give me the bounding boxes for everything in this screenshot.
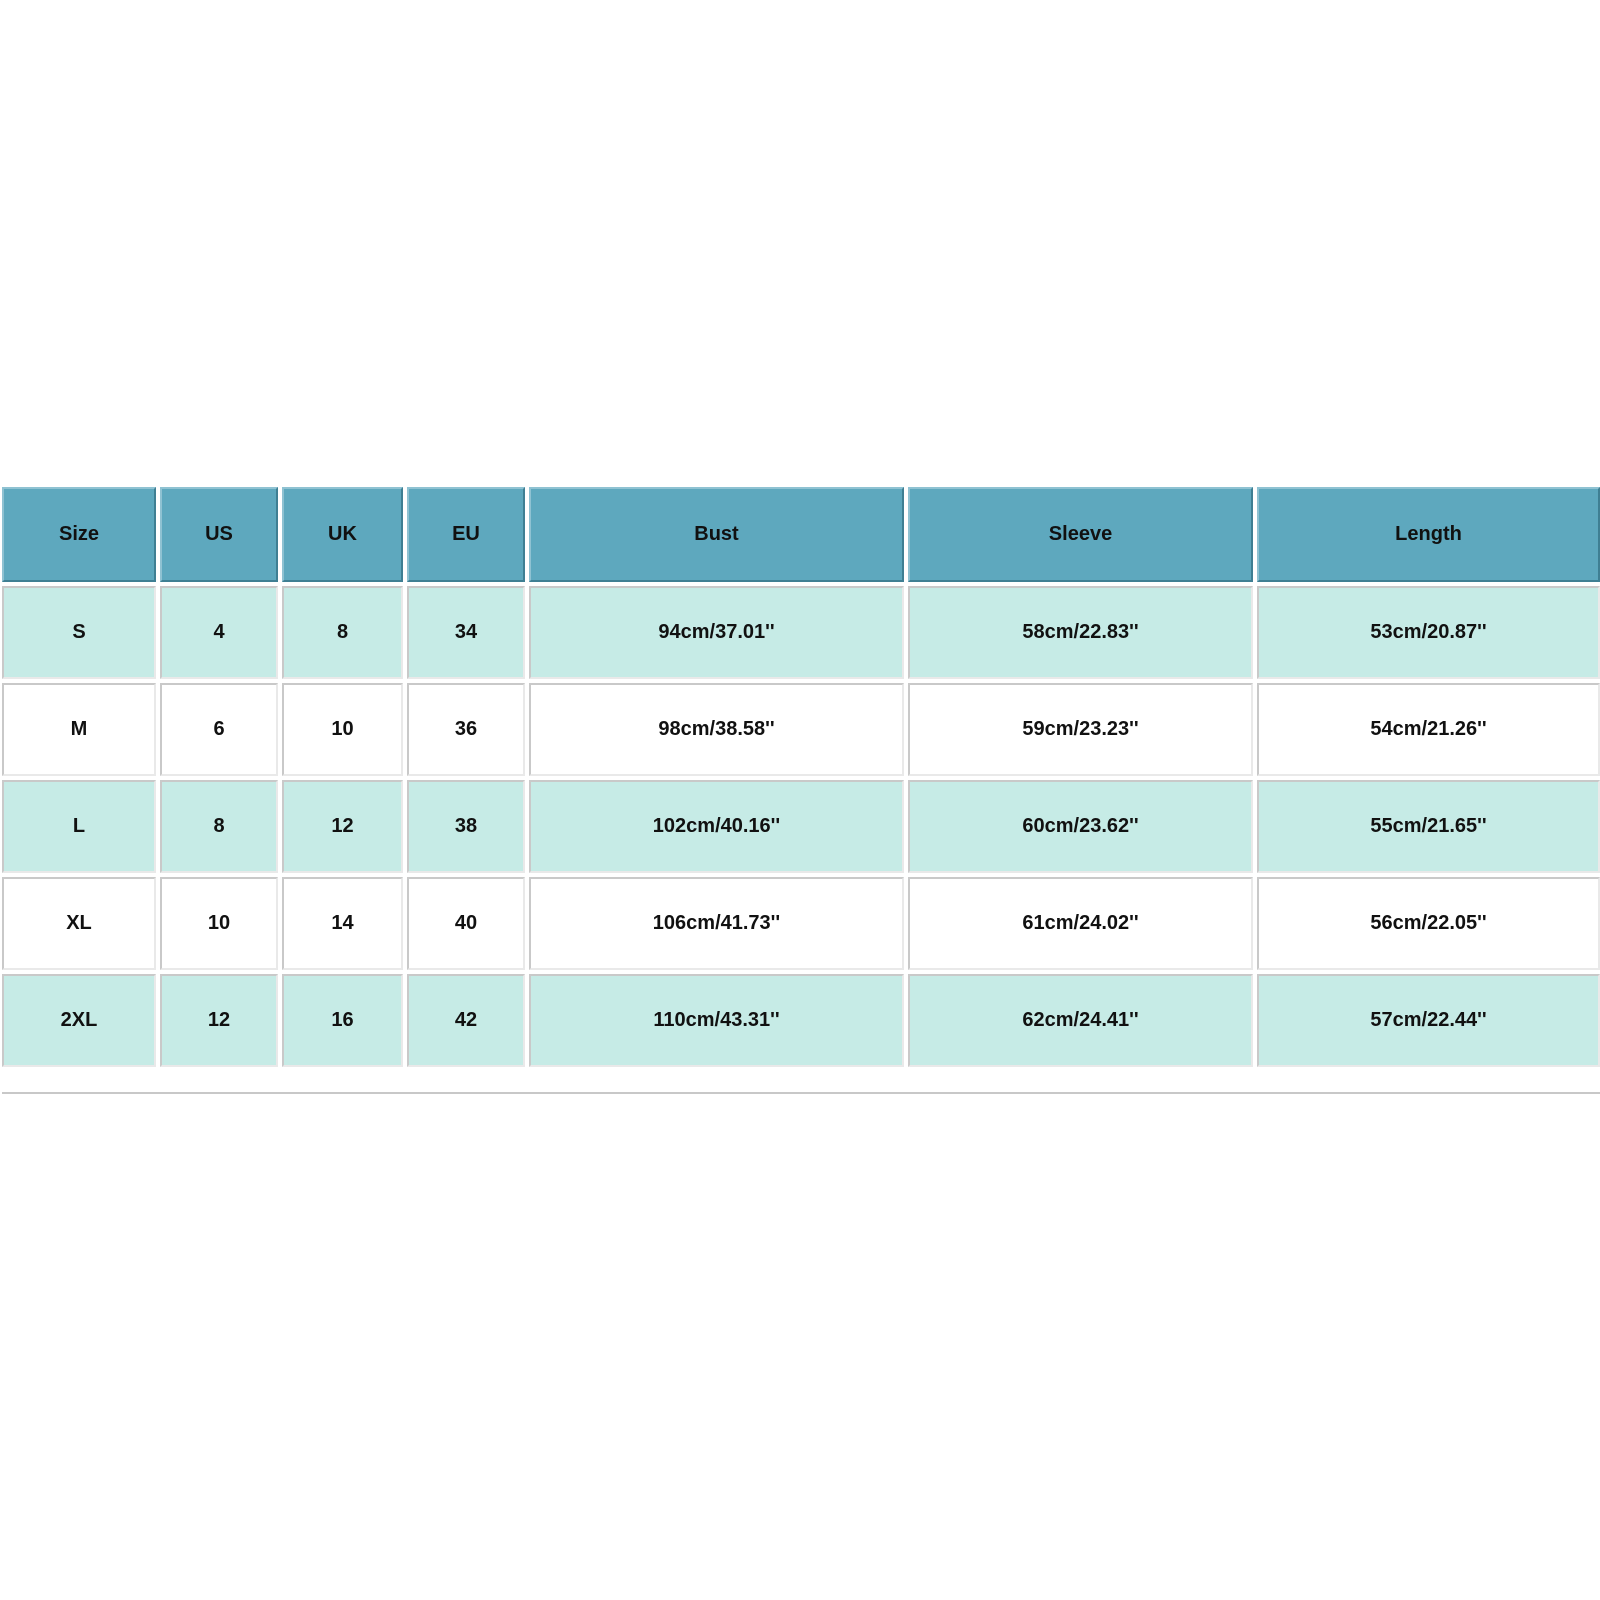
cell-size: 2XL: [2, 974, 156, 1067]
cell-sleeve: 62cm/24.41'': [908, 974, 1253, 1067]
table-row: [2, 780, 1600, 873]
cell-sleeve: 60cm/23.62'': [908, 780, 1253, 873]
cell-us: 6: [160, 683, 278, 776]
cell-length: 53cm/20.87'': [1257, 586, 1600, 679]
cell-eu: 40: [407, 877, 525, 970]
cell-uk: 16: [282, 974, 403, 1067]
cell-bust: 94cm/37.01'': [529, 586, 904, 679]
cell-us: 10: [160, 877, 278, 970]
cell-uk: 12: [282, 780, 403, 873]
cell-us: 8: [160, 780, 278, 873]
cell-us: 4: [160, 586, 278, 679]
cell-us: 12: [160, 974, 278, 1067]
header-sleeve: Sleeve: [908, 487, 1253, 582]
cell-length: 57cm/22.44'': [1257, 974, 1600, 1067]
cell-sleeve: 59cm/23.23'': [908, 683, 1253, 776]
cell-length: 55cm/21.65'': [1257, 780, 1600, 873]
cell-eu: 42: [407, 974, 525, 1067]
cell-size: S: [2, 586, 156, 679]
table-row: [2, 683, 1600, 776]
cell-uk: 14: [282, 877, 403, 970]
cell-size: M: [2, 683, 156, 776]
cell-uk: 8: [282, 586, 403, 679]
cell-length: 56cm/22.05'': [1257, 877, 1600, 970]
header-row: [2, 487, 1600, 582]
header-size: Size: [2, 487, 156, 582]
cell-bust: 106cm/41.73'': [529, 877, 904, 970]
cell-uk: 10: [282, 683, 403, 776]
cell-length: 54cm/21.26'': [1257, 683, 1600, 776]
size-chart: [2, 487, 1600, 1094]
table-row: [2, 877, 1600, 970]
cell-sleeve: 58cm/22.83'': [908, 586, 1253, 679]
size-table: [0, 483, 1600, 1071]
header-length: Length: [1257, 487, 1600, 582]
cell-eu: 38: [407, 780, 525, 873]
cell-bust: 98cm/38.58'': [529, 683, 904, 776]
cell-bust: 102cm/40.16'': [529, 780, 904, 873]
cell-bust: 110cm/43.31'': [529, 974, 904, 1067]
table-row: [2, 586, 1600, 679]
cell-size: XL: [2, 877, 156, 970]
header-eu: EU: [407, 487, 525, 582]
cell-eu: 36: [407, 683, 525, 776]
header-us: US: [160, 487, 278, 582]
cell-sleeve: 61cm/24.02'': [908, 877, 1253, 970]
cell-eu: 34: [407, 586, 525, 679]
header-bust: Bust: [529, 487, 904, 582]
table-row: [2, 974, 1600, 1067]
cell-size: L: [2, 780, 156, 873]
header-uk: UK: [282, 487, 403, 582]
